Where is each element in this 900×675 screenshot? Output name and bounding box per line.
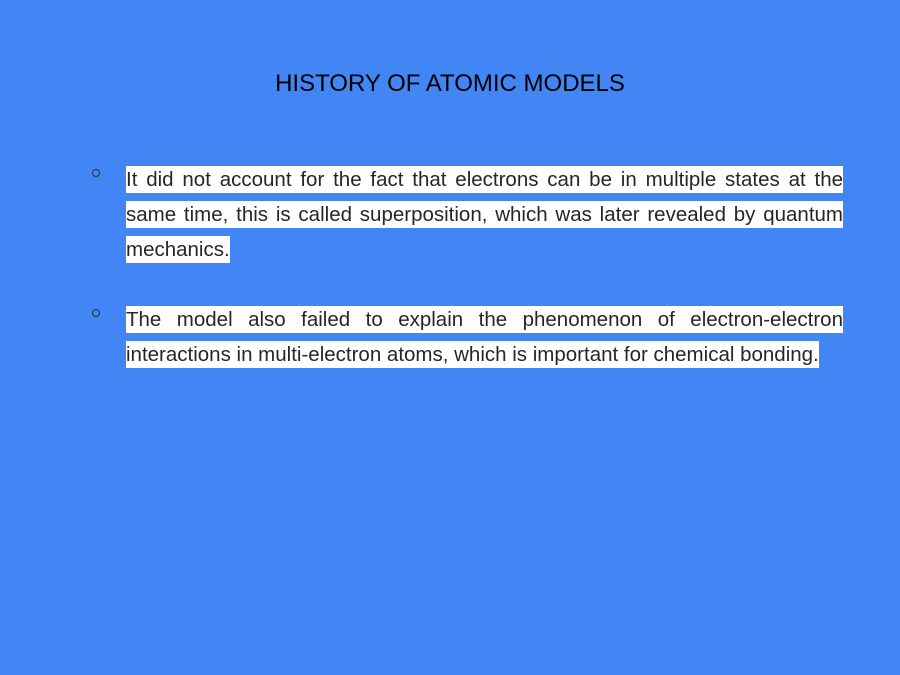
hollow-circle-icon xyxy=(92,309,100,317)
bullet-item xyxy=(90,302,850,372)
bullet-list xyxy=(90,162,850,407)
bullet-text xyxy=(126,302,843,372)
slide-title: HISTORY OF ATOMIC MODELS xyxy=(275,70,625,97)
highlighted-text: It did not account for the fact that electrons can be in multiple states at the same time, this is called superposition, which was later revealed by quantum mechanics. xyxy=(126,168,843,261)
hollow-circle-icon xyxy=(92,169,100,177)
bullet-text xyxy=(126,162,843,267)
bullet-item xyxy=(90,162,850,267)
highlighted-text: The model also failed to explain the phenomenon of electron-electron interactions in multi-electron atoms, which is important for chemical bonding. xyxy=(126,308,843,366)
